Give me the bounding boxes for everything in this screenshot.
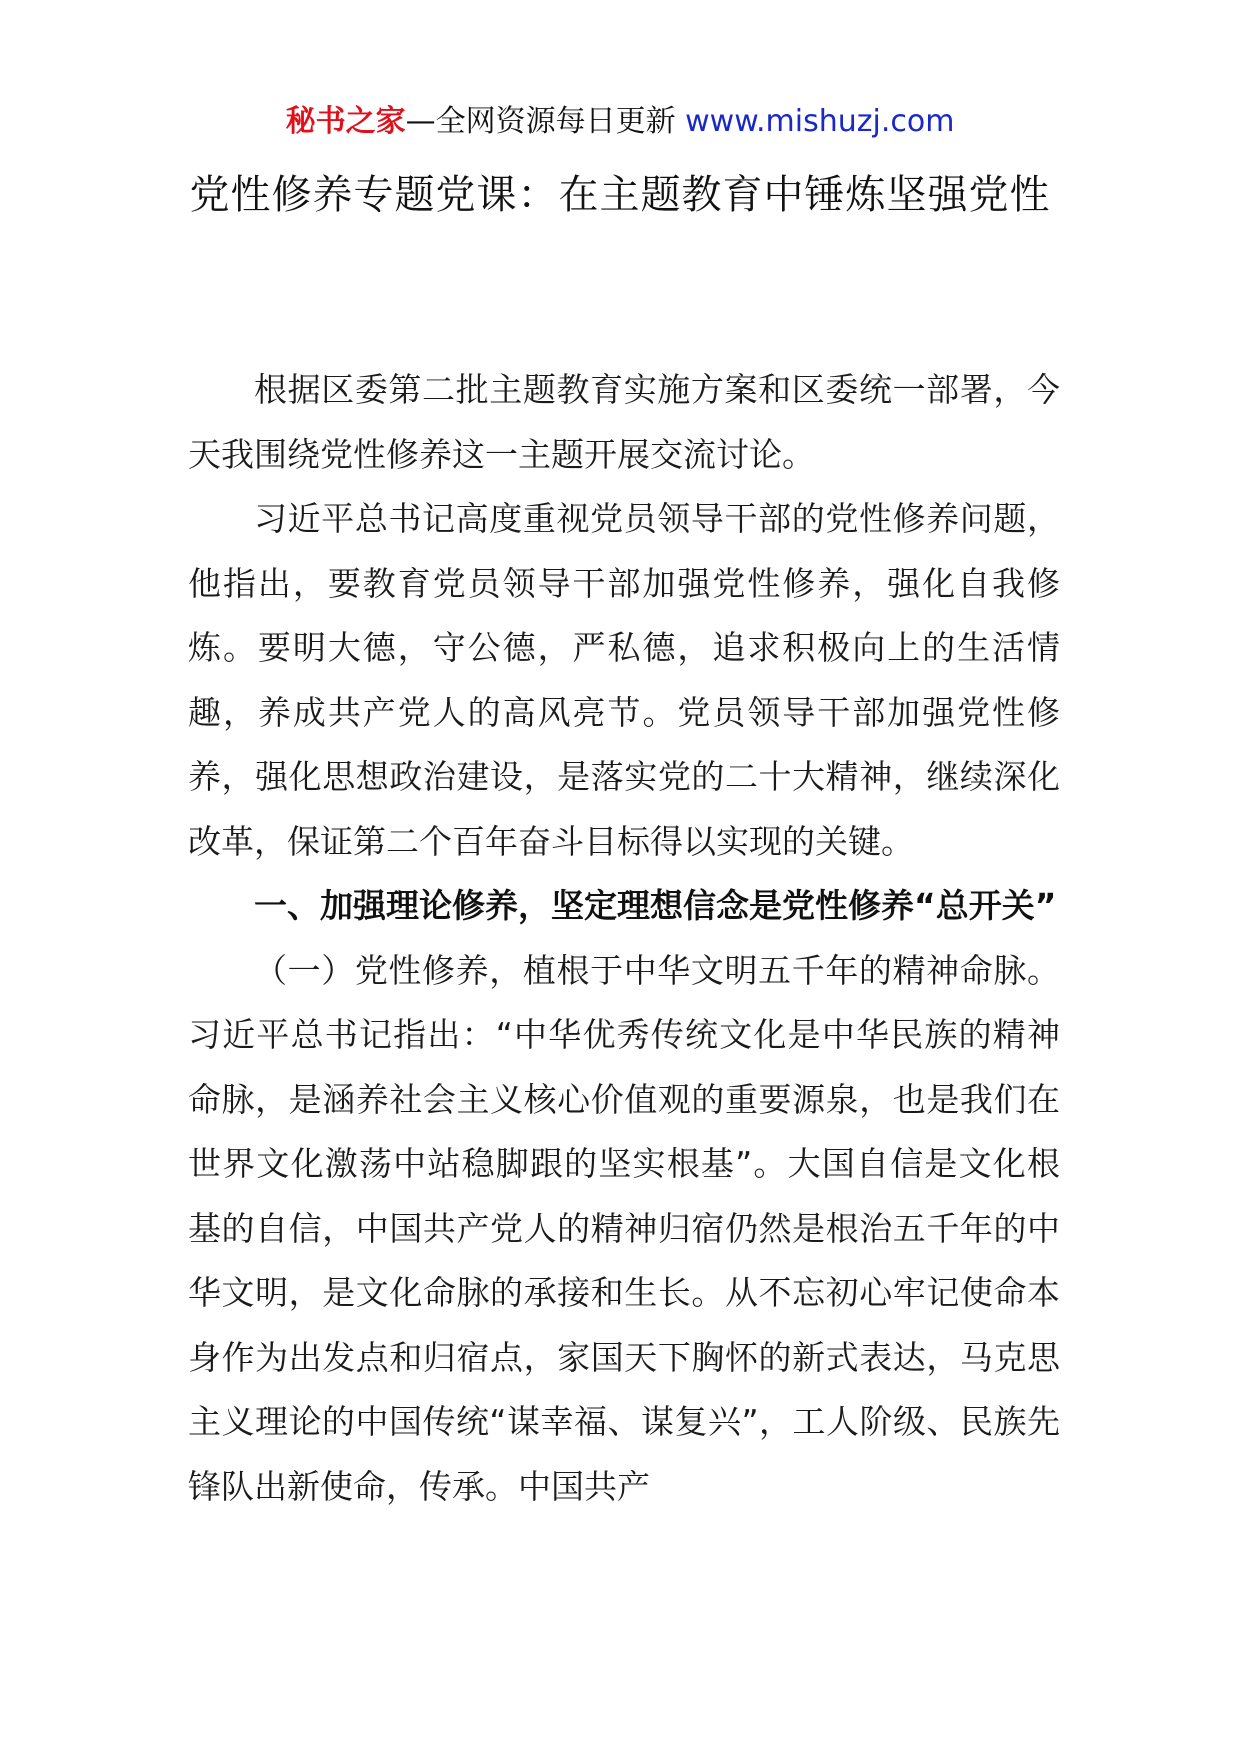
site-header	[0, 100, 1240, 144]
paragraph-background: 习近平总书记高度重视党员领导干部的党性修养问题，他指出，要教育党员领导干部加强党性修养，强化自我修炼。要明大德，守公德，严私德，追求积极向上的生活情趣，养成共产党人的高风亮节。党员领导干部加强党性修养，强化思想政治建设，是落实党的二十大精神，继续深化改革，保证第二个百年奋斗目标得以实现的关键。	[188, 499, 1060, 861]
brand-name: 秘书之家	[285, 104, 406, 139]
header-tagline: —全网资源每日更新	[405, 104, 686, 139]
document-body	[188, 358, 1060, 1519]
section-heading-1: 一、加强理论修养，坚定理想信念是党性修养“总开关”	[254, 886, 1057, 925]
document-title: 党性修养专题党课：在主题教育中锤炼坚强党性	[189, 172, 1051, 218]
paragraph-subsection-1: （一）党性修养，植根于中华文明五千年的精神命脉。习近平总书记指出：“中华优秀传统文化是中华民族的精神命脉，是涵养社会主义核心价值观的重要源泉，也是我们在世界文化激荡中站稳脚跟的坚实根基”。大国自信是文化根基的自信，中国共产党人的精神归宿仍然是根治五千年的中华文明，是文化命脉的承接和生长。从不忘初心牢记使命本身作为出发点和归宿点，家国天下胸怀的新式表达，马克思主义理论的中国传统“谋幸福、谋复兴”，工人阶级、民族先锋队出新使命，传承。中国共产	[188, 950, 1060, 1506]
site-url-link[interactable]: www.mishuzj.com	[685, 104, 955, 139]
paragraph-intro: 根据区委第二批主题教育实施方案和区委统一部署，今天我围绕党性修养这一主题开展交流讨论。	[188, 370, 1060, 474]
